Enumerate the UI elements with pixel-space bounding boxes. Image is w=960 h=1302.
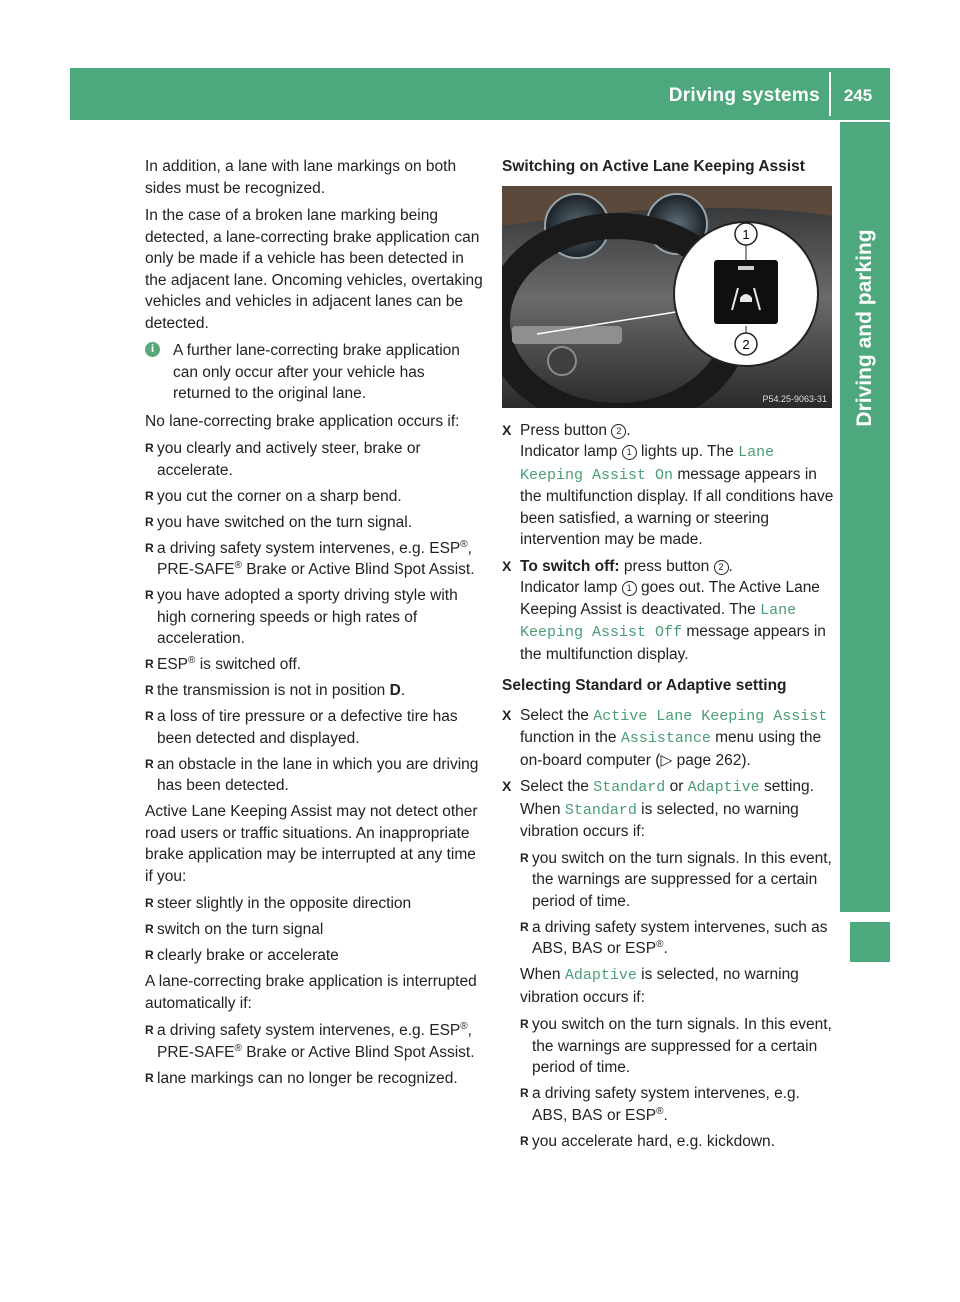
setting-adaptive: Adaptive xyxy=(564,967,637,984)
list-item xyxy=(520,917,838,960)
header-divider xyxy=(829,72,831,116)
list-item: R you have switched on the turn signal. xyxy=(145,512,485,534)
paragraph xyxy=(520,964,838,1008)
figure-code: P54.25-9063-31 xyxy=(762,393,827,404)
text: message appears in the multifunction display. If all conditions have been satisfied, a warning or steering intervention may be made. xyxy=(520,465,834,548)
text: press button xyxy=(619,557,714,575)
list-item: R an obstacle in the lane in which you are driving has been detected. xyxy=(145,754,485,797)
text: Select the xyxy=(520,706,594,724)
list-item: R steer slightly in the opposite direction xyxy=(145,893,485,915)
text: When xyxy=(520,966,565,983)
registered-mark: ® xyxy=(188,654,196,666)
page-reference: page 262). xyxy=(672,751,751,769)
section-heading: Switching on Active Lane Keeping Assist xyxy=(502,158,805,175)
text: Select the xyxy=(520,778,594,795)
note-text: A further lane-correcting brake application can only occur after your vehicle has returned to the original lane. xyxy=(173,342,460,402)
text: Indicator lamp xyxy=(520,443,622,460)
info-icon: i xyxy=(145,342,160,357)
list-item: R you clearly and actively steer, brake or accelerate. xyxy=(145,438,485,481)
display-message: Lane Keeping Assist Off xyxy=(520,601,797,641)
menu-name: Assistance xyxy=(620,730,711,747)
gear-position: D xyxy=(389,682,401,699)
text: lights up. The xyxy=(636,443,739,460)
setting-adaptive: Adaptive xyxy=(687,779,760,796)
list-item xyxy=(145,680,485,702)
text: a driving safety system intervenes, e.g. ESP xyxy=(157,1022,461,1039)
chapter-label: Driving and parking xyxy=(853,229,876,427)
air-vent xyxy=(548,347,576,375)
text: is selected, no warning vibration occurs if: xyxy=(520,800,799,840)
instruction-step xyxy=(502,420,838,551)
text: ESP xyxy=(157,656,189,673)
info-note xyxy=(145,340,485,405)
text: Indicator lamp xyxy=(520,579,622,596)
lamp-1-marker: 1 xyxy=(622,445,637,460)
chapter-marker xyxy=(850,922,890,962)
text: the transmission is not in position xyxy=(157,682,390,699)
text: . xyxy=(626,421,631,439)
registered-mark: ® xyxy=(234,559,242,571)
registered-mark: ® xyxy=(460,538,468,550)
list-item xyxy=(145,1020,485,1063)
list-item: R you accelerate hard, e.g. kickdown. xyxy=(520,1131,838,1153)
instruction-step xyxy=(502,776,838,843)
setting-standard: Standard xyxy=(593,779,666,796)
left-column xyxy=(145,156,485,1094)
section-heading: Selecting Standard or Adaptive setting xyxy=(502,677,787,694)
text: Press button xyxy=(520,421,612,439)
list-item: R switch on the turn signal xyxy=(145,919,485,941)
list-item: R you switch on the turn signals. In this event, the warnings are suppressed for a certain period of time. xyxy=(520,848,838,913)
callout-2-label: 2 xyxy=(742,336,750,352)
dashboard-figure xyxy=(502,186,832,408)
text: goes out. The Active Lane Keeping Assist is deactivated. The xyxy=(520,579,820,618)
button-2-marker: 2 xyxy=(714,560,729,575)
text: Brake or Active Blind Spot Assist. xyxy=(241,561,475,578)
registered-mark: ® xyxy=(460,1020,468,1032)
registered-mark: ® xyxy=(234,1042,242,1054)
text: , PRE-SAFE xyxy=(157,539,472,578)
callout-1-label: 1 xyxy=(742,226,750,242)
list-item xyxy=(520,1083,838,1126)
step-label: To switch off: xyxy=(520,557,620,575)
text: is selected, no warning vibration occurs if: xyxy=(520,966,799,1006)
section-title: Driving systems xyxy=(668,85,820,106)
list-item: R you cut the corner on a sharp bend. xyxy=(145,486,485,508)
instruction-step xyxy=(502,556,838,666)
text: a driving safety system intervenes, such as ABS, BAS or ESP xyxy=(532,918,828,957)
instruction-step xyxy=(502,705,838,772)
text: a driving safety system intervenes, e.g. ESP xyxy=(157,539,461,557)
text: When xyxy=(520,800,565,818)
page-reference-arrow: ▷ xyxy=(660,751,673,769)
text: function in the xyxy=(520,729,621,746)
setting-standard: Standard xyxy=(564,801,637,819)
display-message: Lane Keeping Assist On xyxy=(520,444,775,484)
text: setting. xyxy=(759,778,814,795)
menu-function: Active Lane Keeping Assist xyxy=(593,707,828,725)
list-item: R clearly brake or accelerate xyxy=(145,945,485,967)
button-2-marker: 2 xyxy=(611,424,626,439)
text: menu using the on-board computer ( xyxy=(520,729,822,769)
list-item: R lane markings can no longer be recognized. xyxy=(145,1068,485,1090)
paragraph: A lane-correcting brake application is interrupted automatically if: xyxy=(145,973,477,1012)
text: , PRE-SAFE xyxy=(157,1022,472,1061)
right-column xyxy=(502,156,838,1157)
text: message appears in the multifunction display. xyxy=(520,623,826,663)
list-item: R you switch on the turn signals. In this event, the warnings are suppressed for a certain period of time. xyxy=(520,1014,838,1079)
text: is switched off. xyxy=(195,656,302,673)
paragraph: Active Lane Keeping Assist may not detect other road users or traffic situations. An inappropriate brake application may be interrupted at any time if you: xyxy=(145,803,478,885)
lamp-1-marker: 1 xyxy=(622,581,637,596)
text: . xyxy=(663,940,668,957)
paragraph: No lane-correcting brake application occurs if: xyxy=(145,412,460,430)
text: . xyxy=(400,682,406,699)
text: a driving safety system intervenes, e.g. ABS, BAS or ESP xyxy=(532,1085,800,1124)
text: . xyxy=(663,1106,668,1124)
registered-mark: ® xyxy=(656,938,664,950)
indicator-lamp xyxy=(738,266,754,270)
paragraph: In the case of a broken lane marking being detected, a lane-correcting brake application can only be made if a vehicle has been detected in the adjacent lane. Oncoming vehicles, overtaking vehicles and vehicles in adjacent lanes can be detected. xyxy=(145,207,483,332)
text: or xyxy=(665,778,688,795)
list-item xyxy=(145,654,485,676)
list-item xyxy=(145,538,485,581)
paragraph: In addition, a lane with lane markings on both sides must be recognized. xyxy=(145,158,457,197)
list-item: R you have adopted a sporty driving style with high cornering speeds or high rates of acceleration. xyxy=(145,585,485,650)
list-item: R a loss of tire pressure or a defective tire has been detected and displayed. xyxy=(145,706,485,749)
registered-mark: ® xyxy=(656,1105,664,1117)
page-number: 245 xyxy=(843,86,873,105)
text: . xyxy=(728,557,733,575)
text: Brake or Active Blind Spot Assist. xyxy=(241,1043,475,1061)
